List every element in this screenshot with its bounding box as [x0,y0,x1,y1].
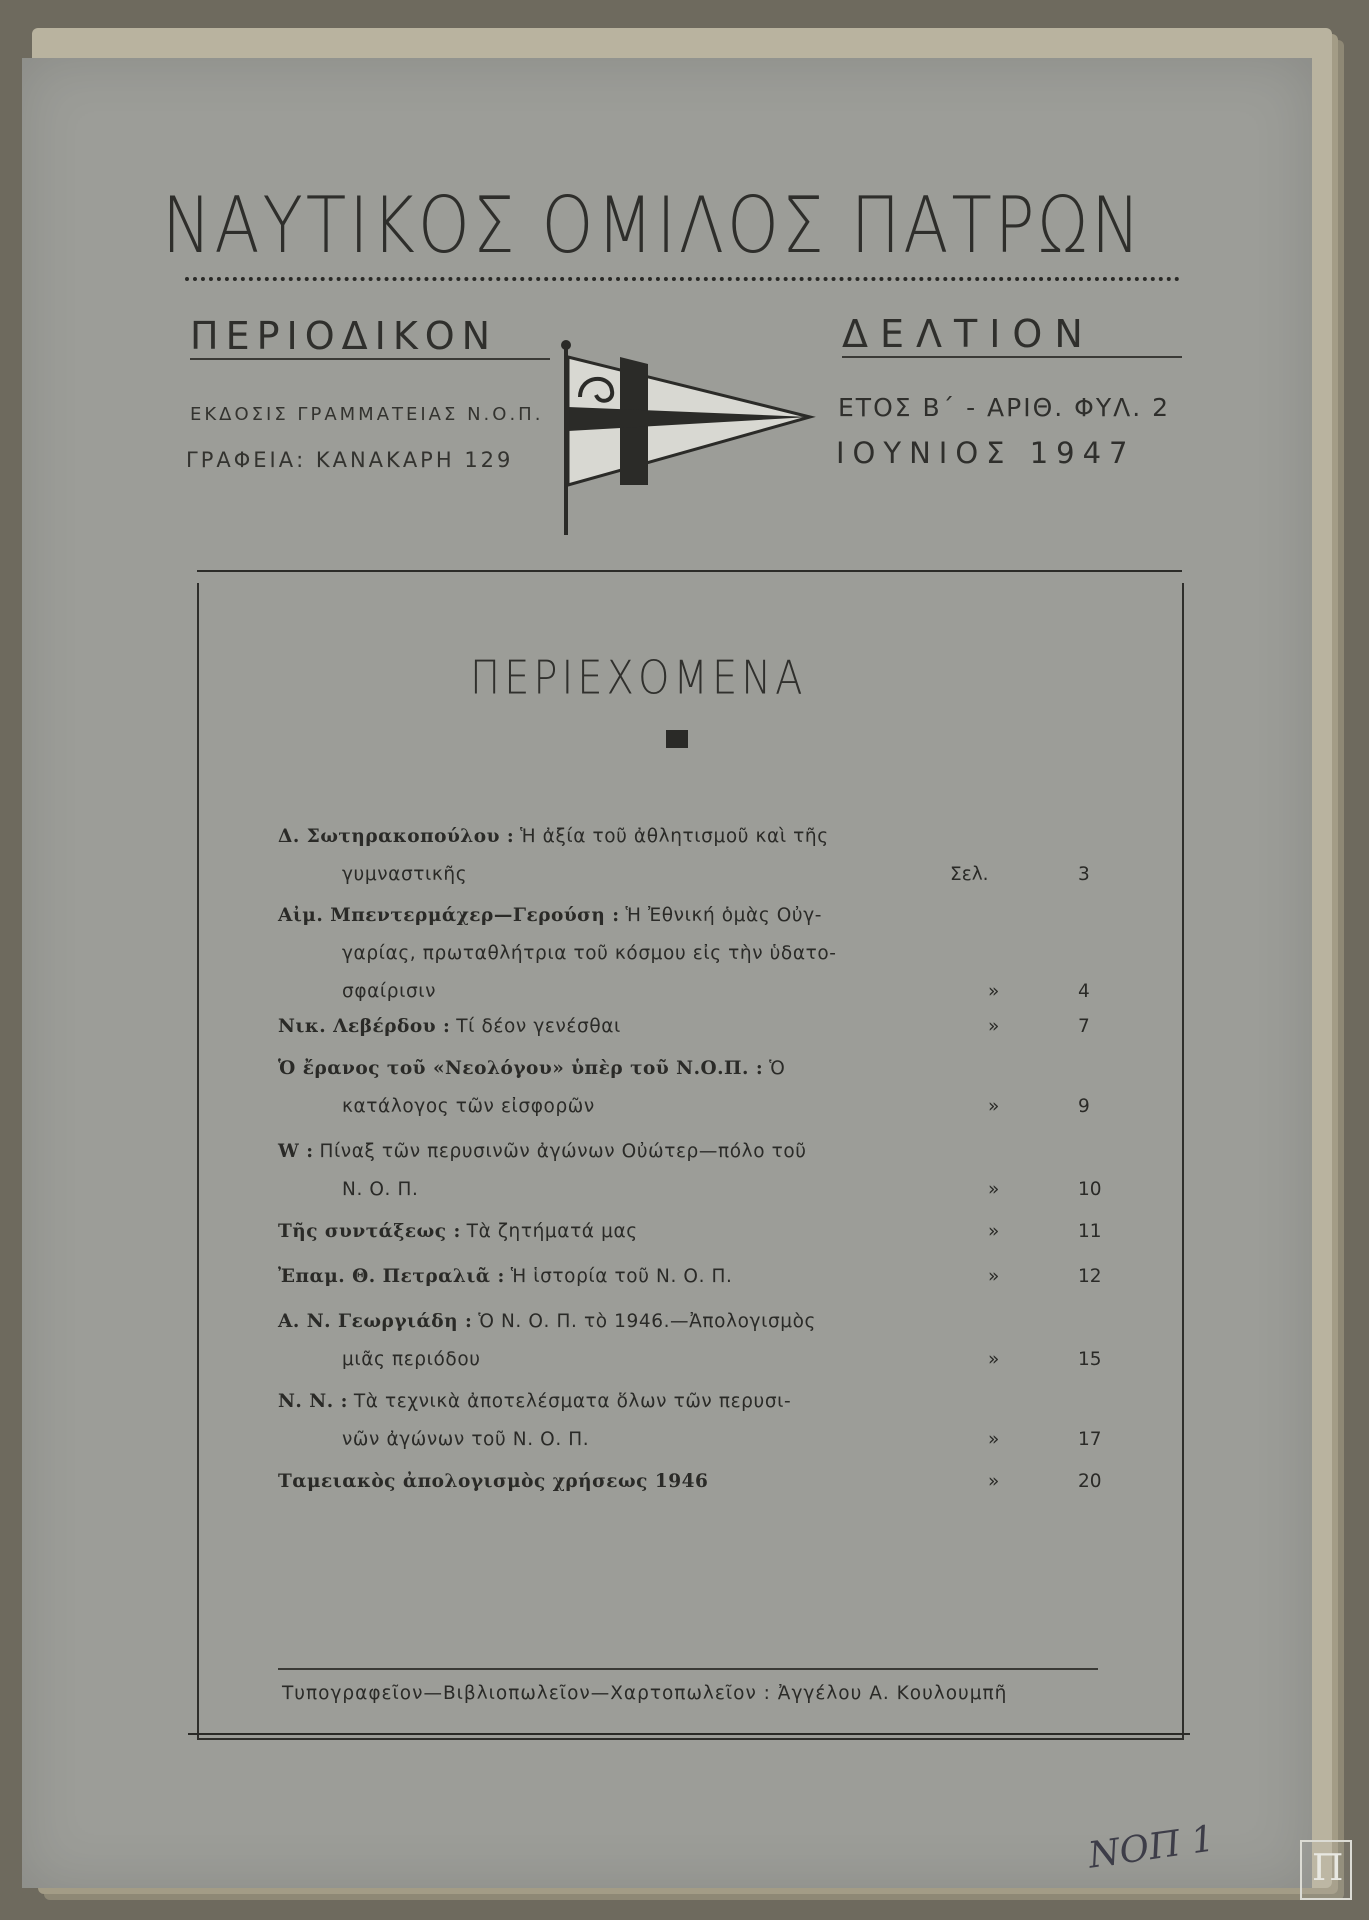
offices-line: ΓΡΑΦΕΙΑ: ΚΑΝΑΚΑΡΗ 129 [186,448,514,472]
toc-title: Τί δέον γενέσθαι [456,1016,621,1037]
left-heading: ΠΕΡΙΟΔΙΚΟΝ [190,314,498,358]
toc-page: 12 [1078,1266,1102,1287]
toc-mark: » [988,1179,1000,1200]
toc-mark: » [988,1266,1000,1287]
publication-title: ΝΑΥΤΙΚΟΣ ΟΜΙΛΟΣ ΠΑΤΡΩΝ [162,180,1144,271]
toc-title: Ὁ Ν. Ο. Π. τὸ 1946.—Ἀπολογισμὸς [478,1311,817,1332]
toc-author: Τῆς συντάξεως : [278,1221,461,1242]
handwritten-note: ΝΟΠ 1 [1085,1818,1218,1877]
toc-page: 4 [1078,981,1090,1002]
toc-page: 17 [1078,1429,1102,1450]
toc-page: 20 [1078,1471,1102,1492]
issue-date: ΙΟΥΝΙΟΣ 1947 [836,436,1136,470]
contents-frame-left-edge [197,583,199,1738]
toc-entry [278,1258,1118,1296]
section-divider [197,570,1182,572]
toc-mark: Σελ. [950,864,989,885]
toc-mark: » [988,981,1000,1002]
toc-author: Ὁ ἔρανος τοῦ «Νεολόγου» ὑπὲρ τοῦ Ν.Ο.Π. : [278,1058,764,1079]
printer-credit: Τυπογραφεῖον—Βιβλιοπωλεῖον—Χαρτοπωλεῖον : Ἀγγέλου Α. Κουλουμπῆ [282,1683,1008,1704]
toc-page: 11 [1078,1221,1102,1242]
toc-title-cont: σφαίρισιν [342,981,437,1002]
toc-page: 3 [1078,864,1090,885]
toc-entry [278,1303,1118,1379]
toc-author: Ν. Ν. : [278,1391,348,1412]
toc-mark: » [988,1016,1000,1037]
toc-title: Τὰ τεχνικὰ ἀποτελέσματα ὅλων τῶν περυσι- [353,1391,792,1412]
toc-page: 9 [1078,1096,1090,1117]
right-heading-underline [842,356,1182,358]
footer-divider [278,1668,1098,1670]
toc-entry [278,1008,1118,1046]
contents-heading: ΠΕΡΙΕΧΟΜΕΝΑ [470,652,807,705]
right-heading: ΔΕΛΤΙΟΝ [842,312,1095,356]
toc-title: Ἡ ἀξία τοῦ ἀθλητισμοῦ καὶ τῆς [520,826,829,847]
toc-title-cont: Ν. Ο. Π. [342,1179,419,1200]
toc-title-cont: γαρίας, πρωταθλήτρια τοῦ κόσμου εἰς τὴν ὑδατο- [342,943,837,964]
toc-author: W : [278,1141,314,1162]
toc-entry [278,1213,1118,1251]
toc-mark: » [988,1221,1000,1242]
toc-author: Ἐπαμ. Θ. Πετραλιᾶ : [278,1266,505,1287]
issue-line: ΕΤΟΣ Β΄ - ΑΡΙΘ. ΦΥΛ. 2 [838,393,1171,422]
toc-mark: » [988,1349,1000,1370]
toc-title-cont: γυμναστικῆς [342,864,468,885]
toc-title: Πίναξ τῶν περυσινῶν ἀγώνων Οὐώτερ—πόλο τοῦ [319,1141,807,1162]
toc-page: 15 [1078,1349,1102,1370]
club-pennant-icon [540,335,830,545]
toc-author: Ταμειακὸς ἀπολογισμὸς χρήσεως 1946 [278,1471,709,1492]
toc-author: Αἰμ. Μπεντερμάχερ—Γερούση : [278,905,620,926]
toc-title-cont: νῶν ἀγώνων τοῦ Ν. Ο. Π. [342,1429,590,1450]
toc-mark: » [988,1096,1000,1117]
toc-mark: » [988,1471,1000,1492]
toc-title-cont: κατάλογος τῶν εἰσφορῶν [342,1096,595,1117]
toc-entry [278,1463,1118,1501]
toc-title: Ὁ [769,1058,786,1079]
seal-letter: Π [1312,1848,1344,1889]
toc-title: Τὰ ζητήματά μας [466,1221,638,1242]
toc-page: 7 [1078,1016,1090,1037]
library-seal-icon [1300,1840,1352,1900]
toc-entry [278,897,1118,1011]
left-heading-underline [190,358,550,360]
toc-page: 10 [1078,1179,1102,1200]
toc-title: Ἡ ἱστορία τοῦ Ν. Ο. Π. [510,1266,733,1287]
publisher-line: ΕΚΔΟΣΙΣ ΓΡΑΜΜΑΤΕΙΑΣ Ν.Ο.Π. [190,404,544,425]
toc-author: Νικ. Λεβέρδου : [278,1016,451,1037]
toc-mark: » [988,1429,1000,1450]
toc-author: Δ. Σωτηρακοπούλου : [278,826,515,847]
toc-entry [278,1383,1118,1459]
ornament-square-icon [666,730,688,748]
dotted-divider [185,277,1180,281]
toc-entry [278,818,1118,894]
toc-entry [278,1133,1118,1209]
toc-entry [278,1050,1118,1126]
toc-author: Α. Ν. Γεωργιάδη : [278,1311,473,1332]
toc-title: Ἡ Ἐθνική ὁμὰς Οὐγ- [625,905,823,926]
frame-bottom-rule [188,1733,1190,1735]
toc-title-cont: μιᾶς περιόδου [342,1349,481,1370]
